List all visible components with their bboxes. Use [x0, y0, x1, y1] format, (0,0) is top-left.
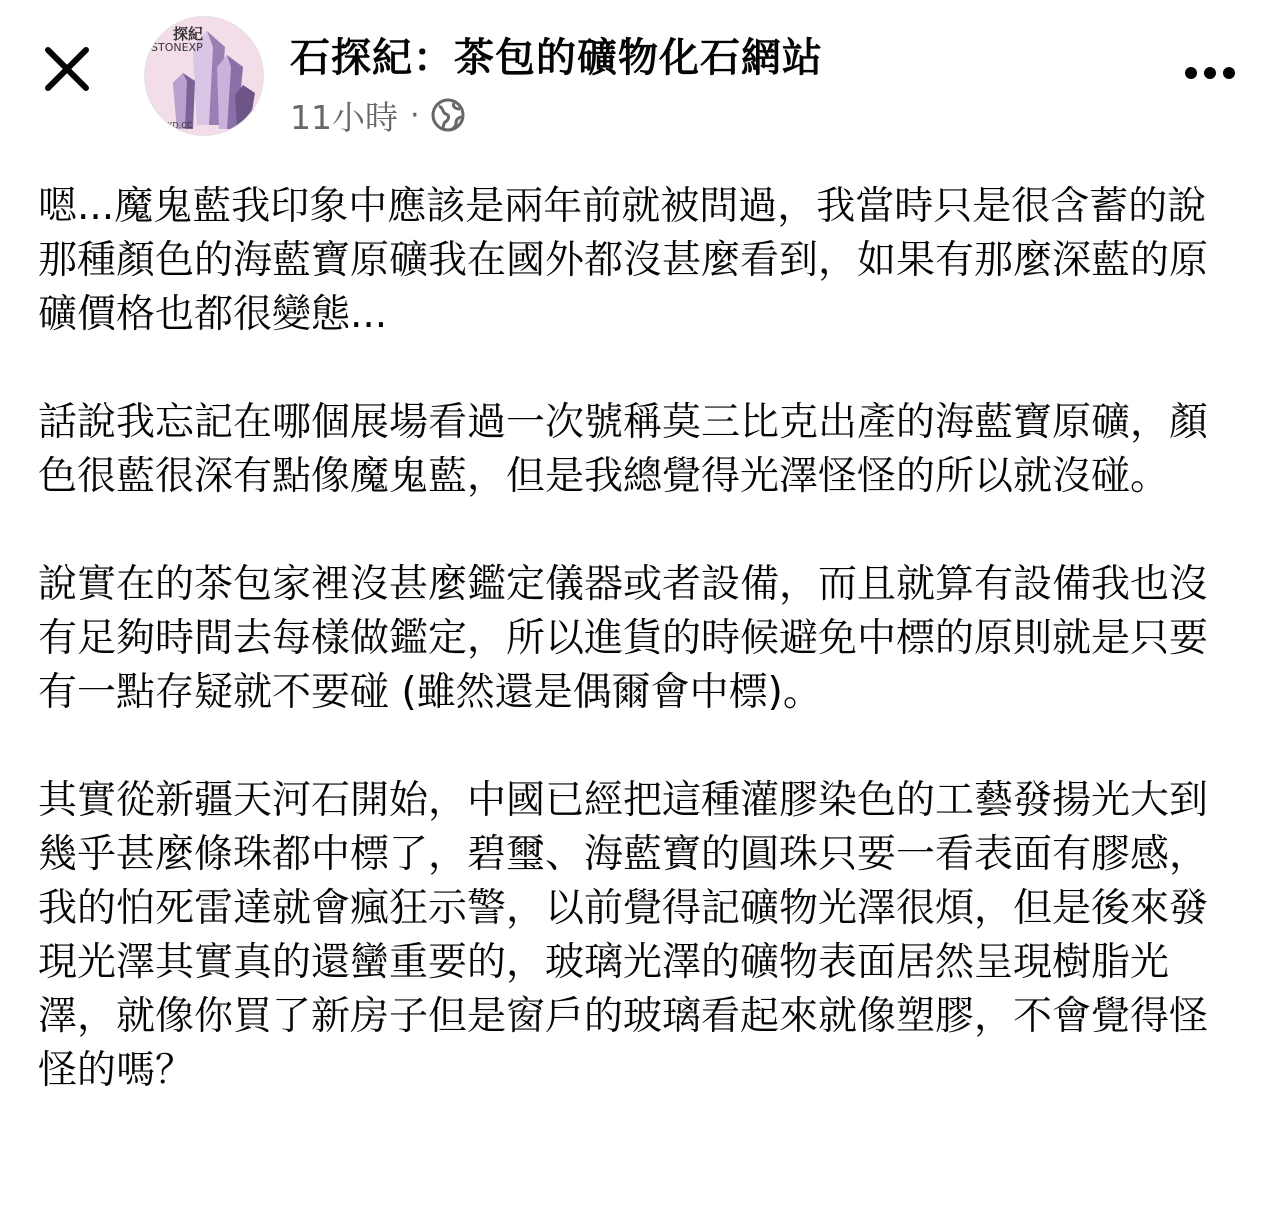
meta-separator: ·	[410, 97, 420, 133]
more-horizontal-icon	[1184, 66, 1236, 80]
post-time[interactable]: 11小時	[290, 97, 398, 137]
logo-text-top: 探紀	[173, 25, 204, 43]
close-icon	[42, 44, 92, 94]
page-avatar[interactable]	[144, 16, 264, 136]
post-paragraph: 嗯...魔鬼藍我印象中應該是兩年前就被問過，我當時只是很含蓄的說那種顏色的海藍寶原礦我在國外都沒甚麼看到，如果有那麼深藍的原礦價格也都很變態...	[38, 184, 1209, 337]
globe-icon	[430, 97, 466, 133]
post-paragraph: 話說我忘記在哪個展場看過一次號稱莫三比克出產的海藍寶原礦，顏色很藍很深有點像魔鬼藍，但是我總覺得光澤怪怪的所以就沒碰。	[38, 400, 1209, 499]
post-meta	[290, 94, 466, 136]
logo-text-mid: STONEXP	[151, 41, 203, 54]
crystal-logo-icon	[145, 17, 263, 135]
post-body	[38, 180, 1238, 1152]
logo-text-bottom: XD.CC	[167, 121, 193, 130]
more-options-button[interactable]	[1180, 58, 1240, 88]
post-paragraph: 說實在的茶包家裡沒甚麼鑑定儀器或者設備，而且就算有設備我也沒有足夠時間去每樣做鑑定，所以進貨的時候避免中標的原則就是只要有一點存疑就不要碰 (雖然還是偶爾會中標)。	[38, 562, 1209, 715]
close-button[interactable]	[36, 38, 98, 100]
post-paragraph: 其實從新疆天河石開始，中國已經把這種灌膠染色的工藝發揚光大到幾乎甚麼條珠都中標了，碧璽、海藍寶的圓珠只要一看表面有膠感，我的怕死雷達就會瘋狂示警，以前覺得記礦物光澤很煩，但是後來發現光澤其實真的還蠻重要的，玻璃光澤的礦物表面居然呈現樹脂光澤，就像你買了新房子但是窗戶的玻璃看起來就像塑膠，不會覺得怪怪的嗎？	[38, 778, 1209, 1093]
page-name[interactable]: 石探紀：茶包的礦物化石網站	[290, 35, 823, 81]
